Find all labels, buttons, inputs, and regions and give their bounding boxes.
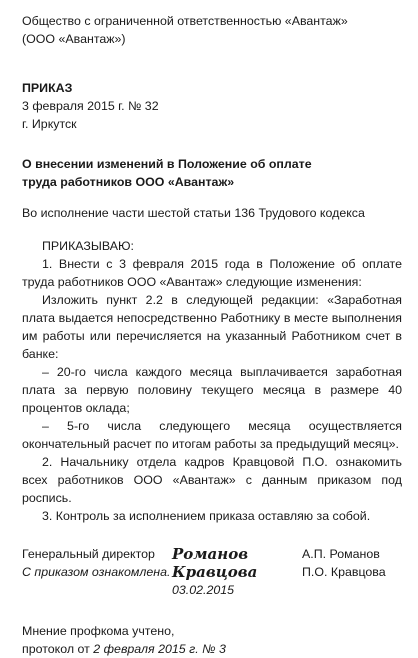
- organization-short-name: (ООО «Авантаж»): [22, 32, 126, 46]
- acquainted-label: С приказом ознакомлена.: [22, 565, 171, 579]
- organization-name: Общество с ограниченной ответственностью «Авантаж»: [22, 14, 348, 28]
- union-protocol: [22, 640, 402, 658]
- basis-text: Во исполнение части шестой статьи 136 Трудового кодекса: [22, 206, 365, 220]
- director-signature-row: [22, 545, 402, 563]
- union-protocol-date: 2 февраля 2015 г. № 3: [93, 642, 226, 656]
- union-protocol-prefix: протокол от: [22, 642, 94, 656]
- clause-1-c: – 5-го числа следующего месяца осуществляется окончательный расчет по итогам работы за предыдущий месяц».: [22, 419, 402, 451]
- hr-signature-row: [22, 563, 402, 581]
- subject-line-2: труда работников ООО «Авантаж»: [22, 175, 235, 189]
- hr-date-row: [22, 581, 402, 599]
- document-date-number: 3 февраля 2015 г. № 32: [22, 99, 159, 113]
- director-signature: Романов: [172, 545, 249, 563]
- document-title: ПРИКАЗ: [22, 81, 73, 95]
- hr-signature-date: 03.02.2015: [172, 583, 235, 597]
- hr-signature: Кравцова: [172, 563, 258, 581]
- order-document: [22, 12, 402, 658]
- subject-line-1: О внесении изменений в Положение об оплате: [22, 157, 312, 171]
- hr-name: П.О. Кравцова: [302, 565, 386, 579]
- director-title: Генеральный директор: [22, 547, 155, 561]
- clause-2: 2. Начальнику отдела кадров Кравцовой П.О. ознакомить всех работников ООО «Авантаж» с данным приказом под роспись.: [22, 455, 402, 505]
- clause-1-a: Изложить пункт 2.2 в следующей редакции: «Заработная плата выдается непосредственно Работнику в месте выполнения им работы или перечисляется на указанный Работником счет в банке:: [22, 293, 402, 361]
- clause-1: 1. Внести с 3 февраля 2015 года в Положение об оплате труда работников ООО «Авантаж» следующие изменения:: [22, 257, 402, 289]
- union-opinion: Мнение профкома учтено,: [22, 624, 175, 638]
- clause-3: 3. Контроль за исполнением приказа оставляю за собой.: [42, 509, 371, 523]
- clause-1-b: – 20-го числа каждого месяца выплачивается заработная плата за первую половину текущего месяца в размере 40 процентов оклада;: [22, 365, 402, 415]
- document-city: г. Иркутск: [22, 117, 77, 131]
- order-word: ПРИКАЗЫВАЮ:: [42, 239, 134, 253]
- director-name: А.П. Романов: [302, 547, 380, 561]
